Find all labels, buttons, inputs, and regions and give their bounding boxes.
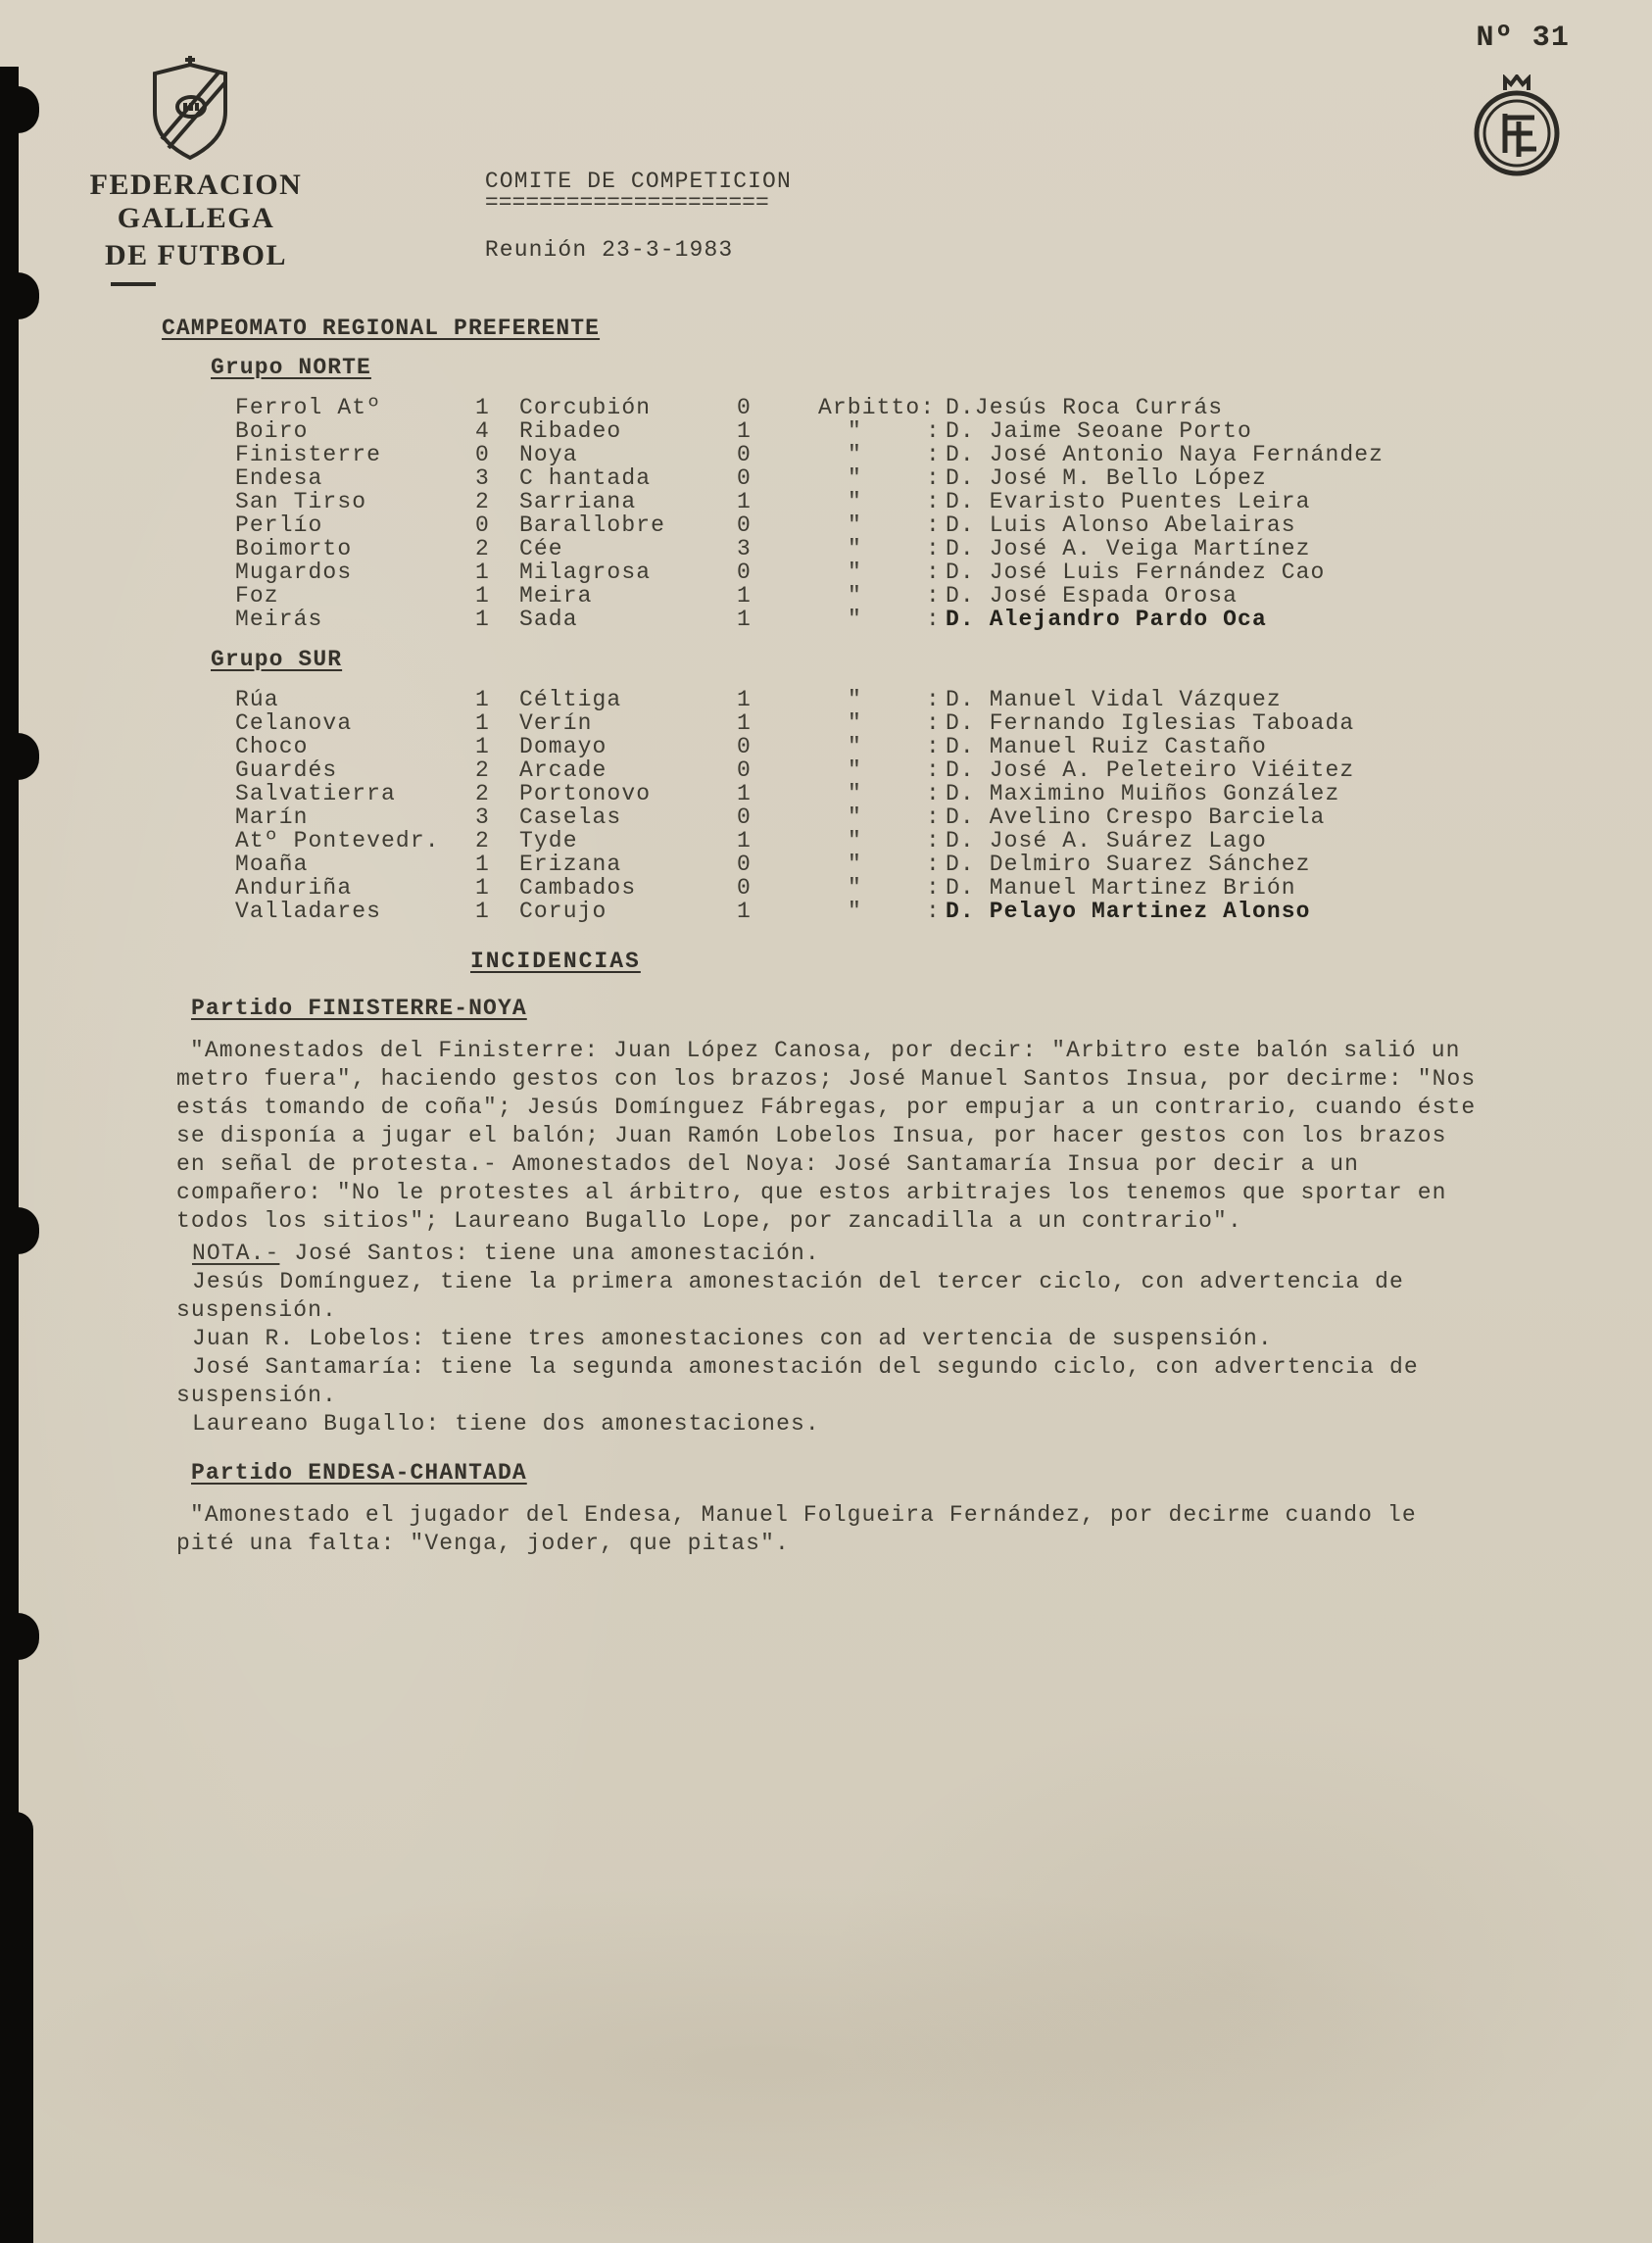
home-score: 2 [475, 828, 490, 853]
away-team: Verín [519, 710, 593, 736]
away-score: 0 [737, 560, 752, 585]
referee-label: " [848, 687, 862, 712]
referee-colon [926, 396, 946, 419]
match-row [235, 900, 1486, 923]
away-score: 3 [737, 536, 752, 561]
referee-label: " [848, 607, 862, 632]
note-line [176, 1353, 1486, 1410]
away-score: 1 [737, 489, 752, 514]
referee-colon: : [926, 560, 941, 585]
group-section [162, 355, 1486, 631]
away-team: Corujo [519, 899, 607, 924]
referee-name: D. Luis Alonso Abelairas [946, 512, 1296, 538]
match-row [235, 876, 1486, 900]
meeting-date: Reunión 23-3-1983 [484, 237, 734, 263]
home-team: Marín [235, 805, 309, 830]
referee-colon: : [926, 536, 941, 561]
shield-logo-icon [145, 55, 235, 171]
incidents-host [162, 996, 1486, 1558]
match-row [235, 513, 1486, 537]
away-score: 1 [737, 583, 752, 609]
away-score: 1 [737, 781, 752, 806]
home-score: 1 [475, 710, 490, 736]
home-team: San Tirso [235, 489, 367, 514]
match-row [235, 584, 1486, 608]
group-title: Grupo NORTE [211, 355, 371, 380]
incidents-heading: INCIDENCIAS [470, 949, 641, 974]
referee-name: D. Fernando Iglesias Taboada [946, 710, 1355, 736]
binder-edge-bottom [0, 1812, 33, 2243]
referee-label: " [848, 560, 862, 585]
referee-colon: : [926, 442, 941, 467]
away-team: Cée [519, 536, 563, 561]
away-score: 1 [737, 607, 752, 632]
group-title: Grupo SUR [211, 647, 343, 672]
home-team: Boimorto [235, 536, 353, 561]
home-team: Endesa [235, 465, 323, 491]
referee-name: D. Avelino Crespo Barciela [946, 805, 1326, 830]
away-score: 0 [737, 734, 752, 759]
match-row [235, 735, 1486, 758]
match-row [235, 711, 1486, 735]
home-score: 0 [475, 512, 490, 538]
home-score: 1 [475, 899, 490, 924]
note-line [176, 1240, 1486, 1268]
binder-tab [0, 733, 39, 780]
referee-label: " [848, 734, 862, 759]
referee-name: D. José A. Peleteiro Viéitez [946, 757, 1355, 783]
referee-name: D. José M. Bello López [946, 465, 1267, 491]
referee-label: Arbitto: [818, 395, 936, 420]
committee-title: COMITE DE COMPETICION [484, 169, 792, 194]
referee-name: D. José Luis Fernández Cao [946, 560, 1326, 585]
document-content [162, 316, 1486, 1562]
incident-body: "Amonestado el jugador del Endesa, Manuel Folgueira Fernández, por decirme cuando le pité una falta: "Venga, joder, que pitas". [176, 1502, 1417, 1556]
referee-colon: : [926, 418, 941, 444]
referee-label: " [848, 465, 862, 491]
match-list [235, 396, 1486, 631]
referee-label: " [848, 875, 862, 901]
away-team: Céltiga [519, 687, 622, 712]
organization-underline-rule [111, 282, 156, 286]
binder-tab [0, 1613, 39, 1660]
referee-label: " [848, 828, 862, 853]
referee-colon: : [926, 512, 941, 538]
referee-label: " [848, 899, 862, 924]
away-score: 0 [737, 757, 752, 783]
match-row [235, 490, 1486, 513]
home-team: Valladares [235, 899, 382, 924]
match-row [235, 688, 1486, 711]
home-team: Salvatierra [235, 781, 396, 806]
home-team: Meirás [235, 607, 323, 632]
match-list [235, 688, 1486, 923]
note-text: José Santamaría: tiene la segunda amonestación del segundo ciclo, con advertencia de suspensión. [176, 1354, 1419, 1408]
away-team: Barallobre [519, 512, 666, 538]
home-score: 3 [475, 465, 490, 491]
note-text: José Santos: tiene una amonestación. [279, 1241, 820, 1266]
referee-name: D. José A. Suárez Lago [946, 828, 1267, 853]
binder-tab [0, 272, 39, 319]
note-text: Jesús Domínguez, tiene la primera amonestación del tercer ciclo, con advertencia de suspensión. [176, 1269, 1404, 1323]
home-team: Guardés [235, 757, 338, 783]
organization-line1: FEDERACION GALLEGA [89, 169, 303, 234]
away-score: 0 [737, 512, 752, 538]
away-score: 0 [737, 852, 752, 877]
referee-name: D. José A. Veiga Martínez [946, 536, 1311, 561]
referee-name: D. Manuel Vidal Vázquez [946, 687, 1282, 712]
referee-colon: : [926, 489, 941, 514]
championship-title: CAMPEOMATO REGIONAL PREFERENTE [162, 316, 601, 341]
away-score: 1 [737, 828, 752, 853]
away-team: Sarriana [519, 489, 637, 514]
committee-block [485, 169, 792, 263]
incident-title: Partido ENDESA-CHANTADA [191, 1460, 527, 1486]
organization-line2: DE FUTBOL [104, 239, 288, 271]
note-line [176, 1410, 1486, 1438]
home-score: 2 [475, 781, 490, 806]
home-score: 2 [475, 536, 490, 561]
binder-tab [0, 1207, 39, 1254]
away-team: Tyde [519, 828, 578, 853]
home-score: 1 [475, 395, 490, 420]
away-team: Corcubión [519, 395, 652, 420]
referee-colon: : [926, 583, 941, 609]
note-text: Juan R. Lobelos: tiene tres amonestaciones con ad vertencia de suspensión. [192, 1326, 1273, 1351]
away-score: 1 [737, 687, 752, 712]
home-score: 1 [475, 687, 490, 712]
away-team: Sada [519, 607, 578, 632]
away-team: Ribadeo [519, 418, 622, 444]
referee-label: " [848, 757, 862, 783]
referee-label: " [848, 489, 862, 514]
referee-label: " [848, 536, 862, 561]
referee-name: D. Manuel Martinez Brión [946, 875, 1296, 901]
committee-underline: ===================== [484, 190, 769, 216]
away-score: 1 [737, 710, 752, 736]
referee-name: D. Pelayo Martinez Alonso [946, 899, 1311, 924]
referee-name: D. José Antonio Naya Fernández [946, 442, 1385, 467]
binder-tab [0, 86, 39, 133]
referee-colon: : [926, 710, 941, 736]
group-section [162, 647, 1486, 923]
away-score: 1 [737, 418, 752, 444]
home-team: Foz [235, 583, 279, 609]
away-score: 0 [737, 395, 752, 420]
home-team: Moaña [235, 852, 309, 877]
incident-body: "Amonestados del Finisterre: Juan López Canosa, por decir: "Arbitro este balón salió un metro fuera", haciendo gestos con los brazos; José Manuel Santos Insua, por decirme: "Nos estás tomando de coña"; Jesús Domínguez Fábregas, por empujar a un contrario, cuando éste se disponía a jugar el balón; Juan Ramón Lobelos Insua, por hacer gestos con los brazos en señal de protesta.- Amonestados del Noya: José Santamaría Insua por decir a un compañero: "No le protestes al árbitro, que estos arbitrajes los tenemos que sportar en todos los sitios"; Laureano Bugallo Lope, por zancadilla a un contrario". [176, 1038, 1477, 1234]
incident-section [162, 996, 1486, 1438]
note-line [176, 1325, 1486, 1353]
home-team: Boiro [235, 418, 309, 444]
referee-name: D. Manuel Ruiz Castaño [946, 734, 1267, 759]
letterhead [54, 169, 1593, 286]
referee-name: D. Jaime Seoane Porto [946, 418, 1252, 444]
match-row [235, 829, 1486, 853]
home-score: 1 [475, 734, 490, 759]
home-score: 1 [475, 583, 490, 609]
away-team: Domayo [519, 734, 607, 759]
home-score: 2 [475, 757, 490, 783]
referee-label: " [848, 805, 862, 830]
match-row [235, 443, 1486, 466]
referee-colon: : [926, 781, 941, 806]
home-score: 1 [475, 560, 490, 585]
page-number: Nº 31 [1476, 22, 1570, 55]
match-row [235, 466, 1486, 490]
away-score: 0 [737, 465, 752, 491]
match-row [235, 561, 1486, 584]
referee-colon: : [926, 757, 941, 783]
away-score: 0 [737, 875, 752, 901]
home-team: Celanova [235, 710, 353, 736]
home-team: Mugardos [235, 560, 353, 585]
match-row [235, 396, 1486, 419]
referee-name: D. José Espada Orosa [946, 583, 1239, 609]
referee-colon: : [926, 899, 941, 924]
incident-section [162, 1460, 1486, 1558]
away-team: Caselas [519, 805, 622, 830]
home-score: 1 [475, 607, 490, 632]
away-team: Noya [519, 442, 578, 467]
referee-label: " [848, 710, 862, 736]
referee-colon: : [926, 828, 941, 853]
away-team: Meira [519, 583, 593, 609]
match-row [235, 608, 1486, 631]
note-line [176, 1268, 1486, 1325]
match-row [235, 805, 1486, 829]
incident-notes [176, 1240, 1486, 1438]
referee-name: D.Jesús Roca Currás [946, 395, 1224, 420]
referee-name: D. Maximino Muiños González [946, 781, 1340, 806]
away-team: Portonovo [519, 781, 652, 806]
home-score: 4 [475, 418, 490, 444]
match-row [235, 537, 1486, 561]
incident-title: Partido FINISTERRE-NOYA [191, 996, 527, 1021]
referee-colon: : [926, 852, 941, 877]
home-team: Atº Pontevedr. [235, 828, 440, 853]
home-team: Ferrol Atº [235, 395, 382, 420]
home-score: 1 [475, 852, 490, 877]
referee-colon: : [926, 805, 941, 830]
home-team: Anduriña [235, 875, 353, 901]
referee-label: " [848, 418, 862, 444]
referee-label: " [848, 512, 862, 538]
match-row [235, 853, 1486, 876]
home-score: 3 [475, 805, 490, 830]
referee-name: D. Evaristo Puentes Leira [946, 489, 1311, 514]
away-team: C hantada [519, 465, 652, 491]
referee-colon: : [926, 734, 941, 759]
match-row [235, 419, 1486, 443]
home-score: 0 [475, 442, 490, 467]
referee-colon: : [926, 607, 941, 632]
away-score: 1 [737, 899, 752, 924]
referee-label: " [848, 852, 862, 877]
referee-label: " [848, 781, 862, 806]
referee-label: " [848, 583, 862, 609]
groups-host [162, 355, 1486, 923]
match-row [235, 782, 1486, 805]
away-team: Milagrosa [519, 560, 652, 585]
referee-name: D. Alejandro Pardo Oca [946, 607, 1267, 632]
away-team: Arcade [519, 757, 607, 783]
home-team: Finisterre [235, 442, 382, 467]
note-text: Laureano Bugallo: tiene dos amonestaciones. [192, 1411, 820, 1437]
away-score: 0 [737, 805, 752, 830]
organization-name [54, 169, 338, 286]
referee-colon: : [926, 875, 941, 901]
home-team: Perlío [235, 512, 323, 538]
away-team: Cambados [519, 875, 637, 901]
home-team: Choco [235, 734, 309, 759]
referee-name: D. Delmiro Suarez Sánchez [946, 852, 1311, 877]
referee-colon: : [926, 465, 941, 491]
note-label: NOTA.- [192, 1241, 280, 1266]
home-score: 1 [475, 875, 490, 901]
away-score: 0 [737, 442, 752, 467]
home-score: 2 [475, 489, 490, 514]
referee-colon: : [926, 687, 941, 712]
home-team: Rúa [235, 687, 279, 712]
away-team: Erizana [519, 852, 622, 877]
referee-label: " [848, 442, 862, 467]
match-row [235, 758, 1486, 782]
